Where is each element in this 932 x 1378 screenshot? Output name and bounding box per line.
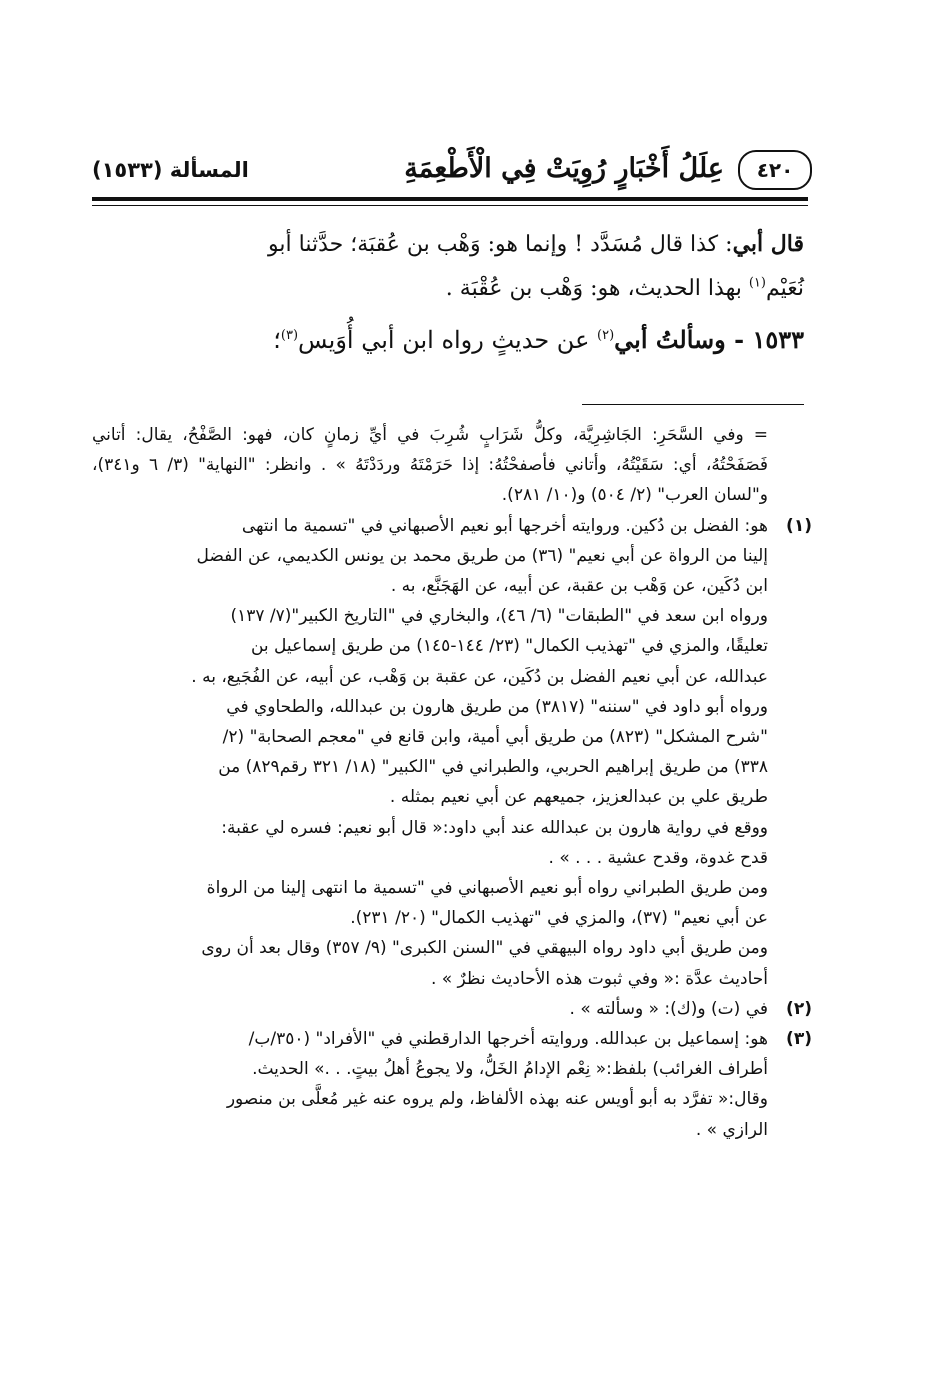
footnote-mark[interactable]: (٢) <box>597 328 615 343</box>
footnote-separator <box>582 404 804 405</box>
footnote-line: في (ت) و(ك): « وسألته » . <box>569 998 768 1019</box>
header-rule-thin <box>92 205 808 206</box>
footnote-line: عن أبي نعيم" (٣٧)، والمزي في "تهذيب الكمال" (٢٠/ ٢٣١). <box>350 908 768 929</box>
running-title: عِلَلُ أَخْبَارٍ رُوِيَتْ فِي الْأَطْعِمَةِ <box>404 153 724 184</box>
footnote-line: ابن دُكَين، عن وَهْب بن عقبة، عن أبيه، عن الهَجَنَّع، به . <box>390 576 768 597</box>
issue-label: المسألة (١٥٣٣) <box>92 158 249 182</box>
footnote-line: الرازي » . <box>695 1119 768 1140</box>
footnote-line: قدح غدوة، وقدح عشية . . . » . <box>548 847 768 868</box>
main-line-1 <box>94 222 804 267</box>
footnote-line: هو: إسماعيل بن عبدالله. وروايته أخرجها الدارقطني في "الأفراد" (٣٥٠/ب/ <box>248 1029 768 1050</box>
footnote-mark[interactable]: (١) <box>748 275 766 291</box>
entry-number: ١٥٣٣ - <box>725 325 804 354</box>
footnote-line: إلينا من الرواة عن أبي نعيم" (٣٦) من طريق محمد بن يونس الكديمي، عن الفضل <box>196 545 768 566</box>
footnote-line: ورواه أبو داود في "سننه" (٣٨١٧) من طريق هارون بن عبدالله، والطحاوي في <box>226 696 768 717</box>
footnote-line: ومن طريق الطبراني رواه أبو نعيم الأصبهاني في "تسمية ما انتهى إلينا من الرواة <box>206 878 768 899</box>
main-line-2-end: بهذا الحديث، هو: وَهْب بن عُقْبَة . <box>445 276 749 301</box>
entry-text-c: ؛ <box>273 326 281 354</box>
footnote-line: طريق علي بن عبدالعزيز، جميعهم عن أبي نعيم بمثله . <box>389 787 768 808</box>
entry-heading <box>94 317 804 363</box>
footnote-continuation <box>92 420 812 511</box>
footnote-number: (٢) <box>786 998 812 1019</box>
footnote-number: (١) <box>786 515 812 536</box>
main-line-1-text: : كذا قال مُسَدَّد ! وإنما هو: وَهْب بن عُقبَة؛ حدَّثنا أبو <box>268 232 733 257</box>
footnote-mark[interactable]: (٣) <box>280 328 299 343</box>
footnote-line: ومن طريق أبي داود رواه البيهقي في "السنن الكبرى" (٩/ ٣٥٧) وقال بعد أن روى <box>201 938 768 959</box>
footnote-line: عبدالله، عن أبي نعيم الفضل بن دُكَين، عن عقبة بن وَهْب، عن أبيه، عن الفُجَيع، به . <box>191 666 768 687</box>
footnote-line: وانظر: "النهاية" (٣/ ٦ و٣٤١)، و"لسان العرب" (٢/ ٥٠٤) و(١٠/ ٢٨١). <box>92 455 768 506</box>
main-line-2 <box>94 267 804 311</box>
entry-text-b: عن حديثٍ رواه ابن أبي أُوَيس <box>298 326 598 354</box>
footnote-3 <box>92 1024 812 1145</box>
header-rule-thick <box>92 197 808 201</box>
entry-text-a: وسألتُ أبي <box>614 325 726 354</box>
footnote-number: (٣) <box>786 1029 812 1050</box>
footnote-line: "شرح المشكل" (٨٢٣) من طريق أبي أمية، وابن قانع في "معجم الصحابة" (٢/ <box>222 727 768 748</box>
speaker-label: قال أبي <box>732 231 804 257</box>
footnote-line: ورواه ابن سعد في "الطبقات" (٦/ ٤٦)، والبخاري في "التاريخ الكبير"(٧/ ١٣٧) <box>230 606 768 627</box>
footnote-line: تعليقًا، والمزي في "تهذيب الكمال" (٢٣/ ١٤٤-١٤٥) من طريق إسماعيل بن <box>250 636 768 657</box>
footnote-line: وقال:« تفرَّد به أبو أويس عنه بهذه الألفاظ، ولم يروه عنه غير مُعلَّى بن منصور <box>226 1089 768 1110</box>
footnote-line: ٣٣٨) من طريق إبراهيم الحربي، والطبراني في "الكبير" (١٨/ ٣٢١ رقم٨٢٩) من <box>218 757 768 778</box>
footnote-line: = وفي السَّحَرِ: الجَاشِرِيَّة، وكلُّ شَرَابٍ شُرِبَ في أيِّ زمانٍ كان، فهو: الصَّفْحُ، <box>182 425 768 445</box>
footnote-line: أطراف الغرائب) بلفظ:« نِعْم الإدامُ الخَلُّ، ولا يجوعُ أهلُ بيتٍ. . .» الحديث. <box>252 1059 768 1080</box>
main-text <box>94 222 804 363</box>
footnote-2 <box>92 994 812 1024</box>
page-header <box>92 148 812 192</box>
page-number: ٤٢٠ <box>738 150 812 190</box>
main-line-2-start: نُعَيْم <box>765 276 804 301</box>
footnote-line: أحاديث عدَّة :« وفي ثبوت هذه الأحاديث نظرٌ » . <box>430 968 768 989</box>
footnote-line: هو: الفضل بن دُكين. وروايته أخرجها أبو نعيم الأصبهاني في "تسمية ما انتهى <box>241 515 768 536</box>
footnote-1 <box>92 511 812 994</box>
footnote-line: يقال: أتاني فَصَفَحْتُهُ، أي: سَقَيْتُهُ، وأتاني فأصفحْتُهُ: إذا حَرَمْتَهُ وردَدْتَهُ » . <box>92 425 769 476</box>
footnote-line: ووقع في رواية هارون بن عبدالله عند أبي داود:« قال أبو نعيم: فسره لي عقبة: <box>221 817 768 838</box>
footnotes <box>92 420 812 1145</box>
